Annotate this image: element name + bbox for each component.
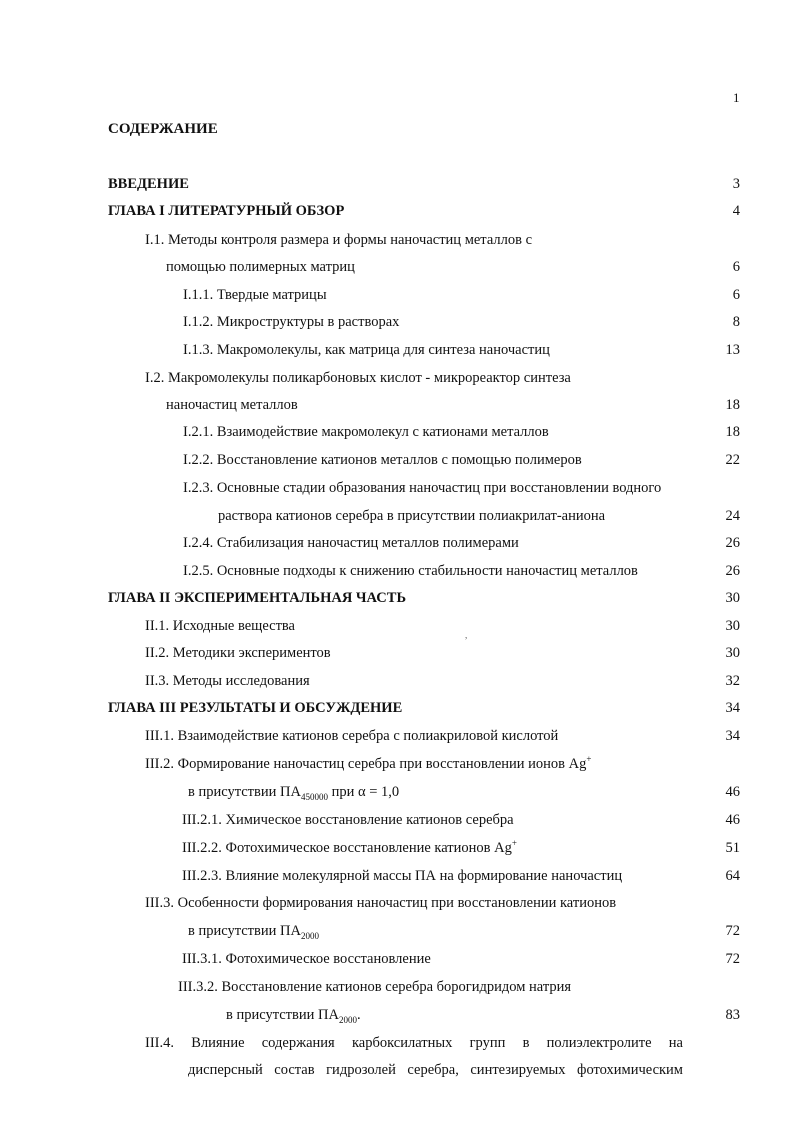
toc-entry-3-2-text: III.2. Формирование наночастиц серебра при восстановлении ионов Ag [145, 756, 587, 772]
toc-entry-2-3: II.3. Методы исследования [145, 673, 310, 689]
toc-page-3-2-2: 51 [725, 840, 740, 856]
toc-page-3-1: 34 [725, 728, 740, 744]
toc-heading: СОДЕРЖАНИЕ [108, 121, 218, 137]
toc-entry-3-2-cont-pre: в присутствии ПА [188, 784, 301, 800]
toc-entry-3-2-2 [182, 838, 517, 858]
toc-page-1-2-1: 18 [725, 424, 740, 440]
toc-entry-3-3-cont [188, 921, 319, 941]
toc-entry-3-4: III.4. Влияние содержания карбоксилатных групп в полиэлектролите на [145, 1035, 683, 1051]
toc-page-3-3-1: 72 [725, 951, 740, 967]
toc-entry-1-1-2: I.1.2. Микроструктуры в растворах [183, 314, 400, 330]
toc-page-1-2-4: 26 [725, 535, 740, 551]
toc-page-1-2-3: 24 [725, 508, 740, 524]
toc-entry-1-2-cont: наночастиц металлов [166, 397, 298, 413]
toc-page-3-2-1: 46 [725, 812, 740, 828]
toc-entry-3-1: III.1. Взаимодействие катионов серебра с полиакриловой кислотой [145, 728, 559, 744]
toc-page-2-2: 30 [725, 645, 740, 661]
toc-page-1-1-2: 8 [732, 314, 740, 330]
toc-page-1-2-2: 22 [725, 452, 740, 468]
toc-entry-1-2-2: I.2.2. Восстановление катионов металлов с помощью полимеров [183, 452, 582, 468]
scan-speck: , [465, 630, 468, 640]
toc-page-1-2: 18 [725, 397, 740, 413]
toc-entry-3-2-cont-sub: 450000 [300, 791, 328, 802]
toc-page-1-2-5: 26 [725, 563, 740, 579]
toc-page-3-3-2: 83 [725, 1007, 740, 1023]
toc-entry-1-2: I.2. Макромолекулы поликарбоновых кислот - микрореактор синтеза [145, 370, 571, 386]
toc-page-2-3: 32 [725, 673, 740, 689]
toc-entry-3-4-cont: дисперсный состав гидрозолей серебра, синтезируемых фотохимическим [188, 1062, 683, 1078]
toc-page-3-2: 46 [725, 784, 740, 800]
toc-entry-1-1-3: I.1.3. Макромолекулы, как матрица для синтеза наночастиц [183, 342, 550, 358]
toc-page-intro: 3 [732, 176, 740, 192]
toc-entry-3-3-1: III.3.1. Фотохимическое восстановление [182, 951, 431, 967]
toc-page-3-3: 72 [725, 923, 740, 939]
toc-entry-1-1-cont: помощью полимерных матриц [166, 259, 355, 275]
toc-entry-1-2-5: I.2.5. Основные подходы к снижению стабильности наночастиц металлов [183, 563, 638, 579]
toc-page-3-2-3: 64 [725, 868, 740, 884]
toc-entry-3-2-sup: + [586, 754, 592, 765]
toc-entry-3-3-2-cont-sub: 2000 [338, 1014, 357, 1025]
page-number: 1 [733, 90, 740, 105]
toc-entry-1-1-1: I.1.1. Твердые матрицы [183, 287, 327, 303]
toc-entry-3-3: III.3. Особенности формирования наночастиц при восстановлении катионов [145, 895, 617, 911]
toc-entry-3-3-2-cont-post: . [356, 1007, 361, 1023]
toc-entry-2-1: II.1. Исходные вещества [145, 618, 295, 634]
toc-entry-3-2 [145, 754, 591, 774]
toc-entry-3-2-2-text: III.2.2. Фотохимическое восстановление катионов Ag [182, 840, 512, 856]
toc-entry-3-2-cont [188, 782, 399, 802]
toc-entry-3-3-cont-sub: 2000 [300, 930, 319, 941]
toc-entry-3-2-3: III.2.3. Влияние молекулярной массы ПА на формирование наночастиц [182, 868, 623, 884]
toc-entry-1-2-1: I.2.1. Взаимодействие макромолекул с катионами металлов [183, 424, 549, 440]
toc-entry-3-3-cont-pre: в присутствии ПА [188, 923, 301, 939]
toc-page-chapter-3: 34 [725, 700, 740, 716]
toc-page-1-1: 6 [732, 259, 740, 275]
toc-entry-2-2: II.2. Методики экспериментов [145, 645, 331, 661]
toc-entry-3-3-2-cont [226, 1005, 361, 1025]
toc-entry-3-2-cont-post: при α = 1,0 [327, 784, 400, 800]
toc-page-2-1: 30 [725, 618, 740, 634]
toc-page-1-1-1: 6 [732, 287, 740, 303]
toc-entry-1-2-3: I.2.3. Основные стадии образования наночастиц при восстановлении водного [183, 480, 662, 496]
toc-entry-chapter-2: ГЛАВА II ЭКСПЕРИМЕНТАЛЬНАЯ ЧАСТЬ [108, 590, 407, 606]
toc-entry-3-3-2-cont-pre: в присутствии ПА [226, 1007, 339, 1023]
toc-entry-chapter-1: ГЛАВА I ЛИТЕРАТУРНЫЙ ОБЗОР [108, 203, 345, 219]
toc-page-chapter-1: 4 [732, 203, 740, 219]
toc-page-chapter-2: 30 [725, 590, 740, 606]
toc-entry-3-2-2-sup: + [511, 838, 517, 849]
toc-entry-3-3-2: III.3.2. Восстановление катионов серебра борогидридом натрия [178, 979, 572, 995]
toc-entry-1-2-4: I.2.4. Стабилизация наночастиц металлов полимерами [183, 535, 519, 551]
toc-entry-1-2-3-cont: раствора катионов серебра в присутствии полиакрилат-аниона [218, 508, 606, 524]
toc-entry-chapter-3: ГЛАВА III РЕЗУЛЬТАТЫ И ОБСУЖДЕНИЕ [108, 700, 403, 716]
toc-entry-1-1: I.1. Методы контроля размера и формы наночастиц металлов с [145, 232, 533, 248]
toc-entry-3-2-1: III.2.1. Химическое восстановление катионов серебра [182, 812, 514, 828]
toc-entry-intro: ВВЕДЕНИЕ [108, 176, 189, 192]
toc-page-1-1-3: 13 [725, 342, 740, 358]
